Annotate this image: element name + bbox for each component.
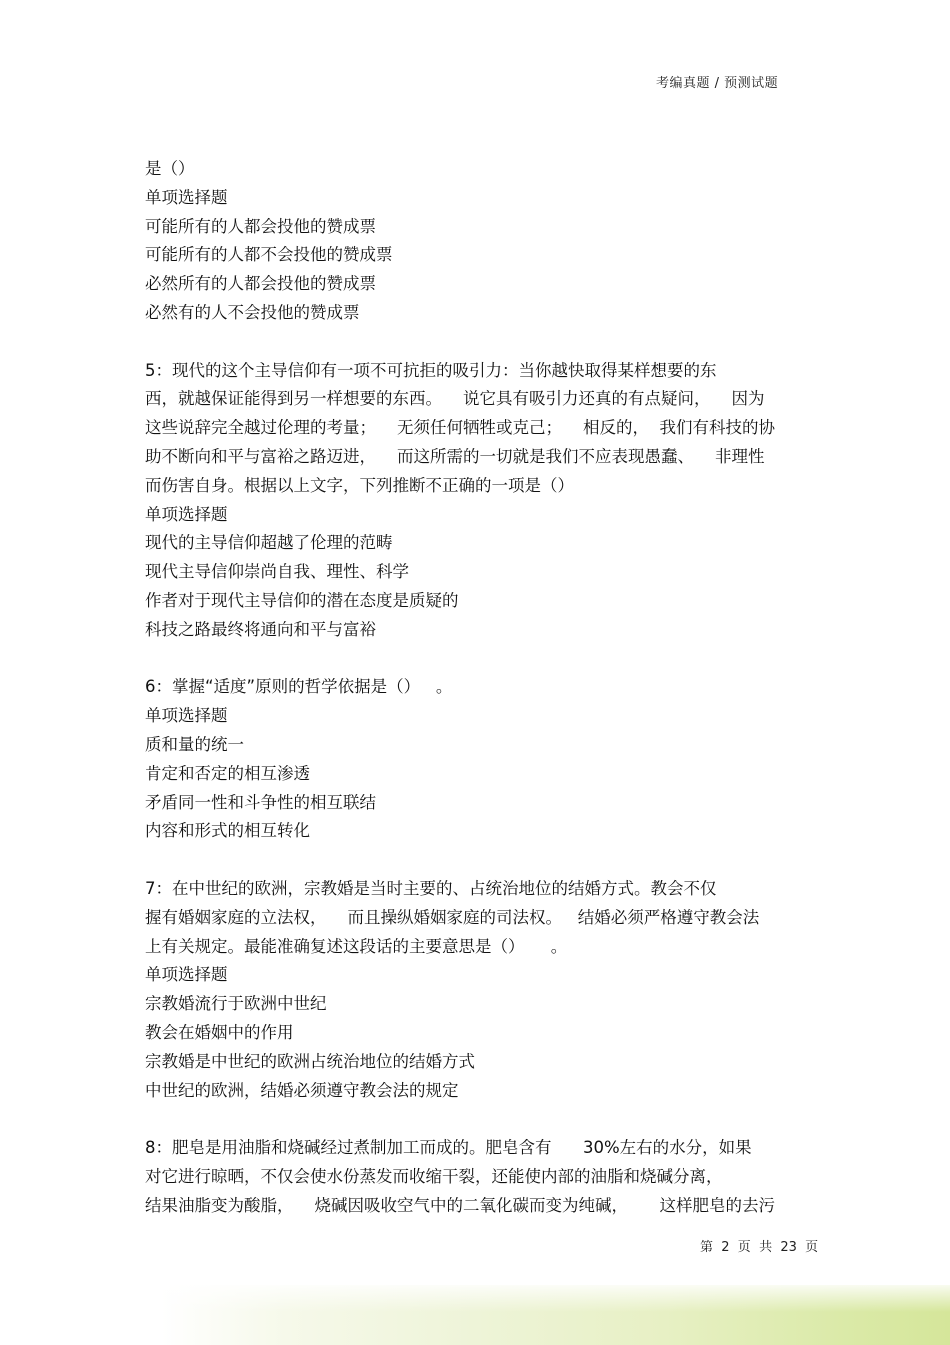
text-line: 握有婚姻家庭的立法权， 而且操纵婚姻家庭的司法权。 结婚必须严格遵守教会法: [145, 907, 760, 927]
text-line: 教会在婚姻中的作用: [145, 1022, 294, 1042]
text-line: 现代的主导信仰超越了伦理的范畴: [145, 533, 393, 553]
question-block: [145, 673, 810, 846]
text-line: 矛盾同一性和斗争性的相互联结: [145, 792, 376, 812]
text-line: 肯定和否定的相互渗透: [145, 763, 310, 783]
text-line: 7：在中世纪的欧洲，宗教婚是当时主要的、占统治地位的结婚方式。教会不仅: [145, 878, 717, 898]
text-line: 单项选择题: [145, 504, 228, 524]
text-line: 宗教婚流行于欧洲中世纪: [145, 994, 327, 1014]
text-line: 单项选择题: [145, 965, 228, 985]
text-line: 中世纪的欧洲，结婚必须遵守教会法的规定: [145, 1080, 459, 1100]
text-line: 可能所有的人都不会投他的赞成票: [145, 245, 393, 265]
page-footer: 第 2 页 共 23 页: [700, 1240, 819, 1255]
text-line: 上有关规定。最能准确复述这段话的主要意思是（） 。: [145, 936, 568, 956]
paragraph-gap: [145, 328, 810, 357]
text-line: 是（）: [145, 159, 195, 178]
question-block: [145, 357, 810, 645]
text-line: 必然有的人不会投他的赞成票: [145, 302, 360, 322]
page-header: 考编真题 / 预测试题: [656, 76, 779, 91]
question-block: [145, 875, 810, 1105]
text-line: 单项选择题: [145, 187, 228, 207]
text-line: 质和量的统一: [145, 734, 244, 754]
paragraph-gap: [145, 645, 810, 674]
text-line: 现代主导信仰崇尚自我、理性、科学: [145, 562, 409, 582]
text-line: 对它进行晾晒，不仅会使水份蒸发而收缩干裂，还能使内部的油脂和烧碱分离，: [145, 1166, 723, 1186]
text-line: 可能所有的人都会投他的赞成票: [145, 216, 376, 236]
document-body: [145, 155, 810, 1220]
text-line: 8：肥皂是用油脂和烧碱经过煮制加工而成的。肥皂含有 30%左右的水分，如果: [145, 1138, 752, 1158]
text-line: 而伤害自身。根据以上文字，下列推断不正确的一项是（）: [145, 475, 574, 495]
text-line: 6：掌握“适度”原则的哲学依据是（） 。: [145, 677, 453, 697]
text-line: 结果油脂变为酸脂， 烧碱因吸收空气中的二氧化碳而变为纯碱， 这样肥皂的去污: [145, 1195, 775, 1215]
paragraph-gap: [145, 846, 810, 875]
text-line: 西，就越保证能得到另一样想要的东西。 说它具有吸引力还真的有点疑问， 因为: [145, 389, 765, 409]
text-line: 5：现代的这个主导信仰有一项不可抗拒的吸引力：当你越快取得某样想要的东: [145, 360, 717, 380]
text-line: 这些说辞完全越过伦理的考量； 无须任何牺牲或克己； 相反的， 我们有科技的协: [145, 418, 775, 438]
text-line: 内容和形式的相互转化: [145, 821, 310, 841]
text-line: 科技之路最终将通向和平与富裕: [145, 619, 376, 639]
question-block: [145, 1134, 810, 1220]
text-line: 宗教婚是中世纪的欧洲占统治地位的结婚方式: [145, 1051, 475, 1071]
decorative-gradient-band: [0, 1285, 950, 1345]
text-line: 必然所有的人都会投他的赞成票: [145, 274, 376, 294]
question-block: [145, 155, 810, 328]
paragraph-gap: [145, 1105, 810, 1134]
text-line: 单项选择题: [145, 706, 228, 726]
text-line: 作者对于现代主导信仰的潜在态度是质疑的: [145, 590, 459, 610]
text-line: 助不断向和平与富裕之路迈进， 而这所需的一切就是我们不应表现愚蠢、 非理性: [145, 446, 765, 466]
